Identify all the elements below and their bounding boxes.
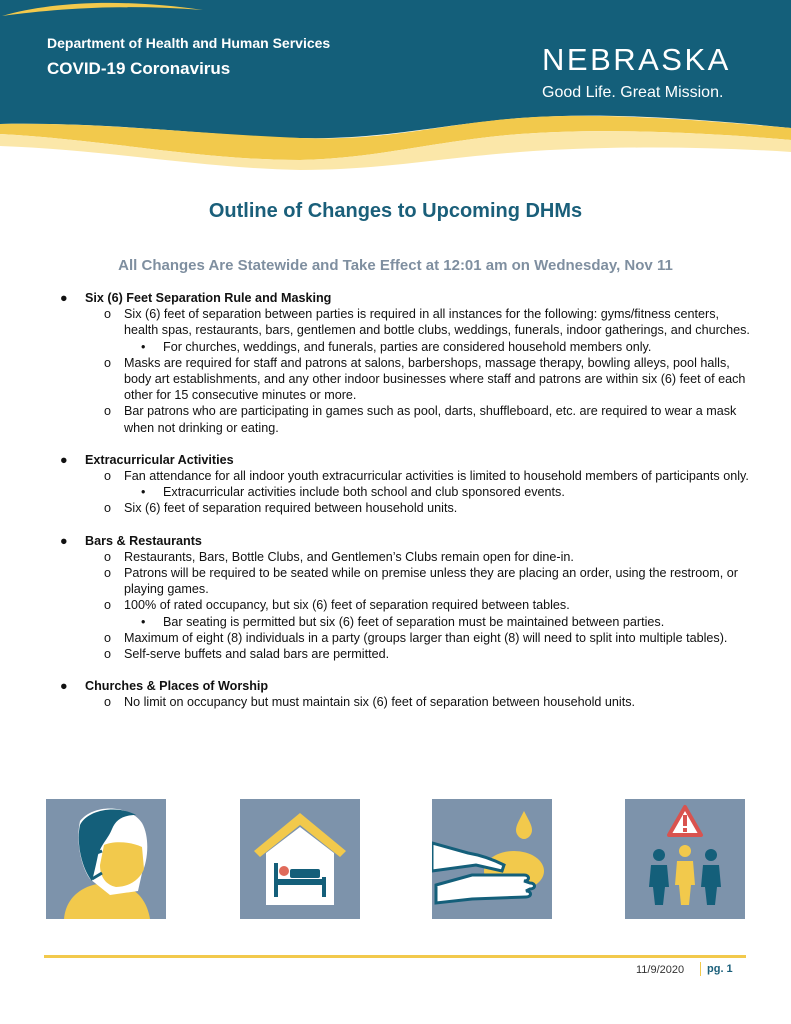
list-item: o No limit on occupancy but must maintain six (6) feet of separation between household units. (104, 695, 636, 710)
bullet-circle: o (104, 695, 112, 710)
list-item: o 100% of rated occupancy, but six (6) feet of separation required between tables. (104, 598, 570, 613)
outline-content (60, 290, 750, 727)
bullet-circle: o (104, 549, 112, 564)
list-item: o Bar patrons who are participating in games such as pool, darts, shuffleboard, etc. are required to wear a mask when not drinking or eating. (104, 404, 737, 435)
list-item: o Six (6) feet of separation required between household units. (104, 501, 458, 516)
bullet-circle: o (104, 355, 112, 370)
nebraska-logo: NEBRASKA (542, 42, 731, 77)
bullet-small: • (141, 614, 146, 629)
bullet-circle: o (104, 404, 112, 419)
bullet-circle: o (104, 307, 112, 322)
list-item: o Fan attendance for all indoor youth extracurricular activities is limited to household members of participants only. (104, 469, 749, 484)
list-item: o Maximum of eight (8) individuals in a party (groups larger than eight (8) will need to split into multiple tables). (104, 630, 728, 645)
bullet-dot: ● (60, 533, 68, 548)
section-separation-masking (60, 290, 750, 436)
section-heading: ● Bars & Restaurants (60, 533, 202, 548)
footer-divider (44, 955, 746, 958)
page-header (0, 0, 791, 175)
bullet-circle: o (104, 647, 112, 662)
bullet-circle: o (104, 469, 112, 484)
list-item: o Masks are required for staff and patrons at salons, barbershops, massage therapy, bowling alleys, pool halls, body art establishments, and any other indoor businesses where staff and patrons are within six (6) feet of each other for 15 consecutive minutes or more. (104, 355, 746, 403)
section-bars-restaurants (60, 533, 750, 663)
stay-home-icon (240, 799, 360, 919)
list-item: o Patrons will be required to be seated while on premise unless they are placing an order, using the restroom, or playing games. (104, 566, 738, 597)
footer-separator (700, 962, 701, 976)
footer-date: 11/9/2020 (636, 964, 685, 976)
list-item: o Restaurants, Bars, Bottle Clubs, and Gentlemen’s Clubs remain open for dine-in. (104, 549, 574, 564)
crowd-warning-icon (625, 799, 745, 919)
hand-washing-icon (432, 799, 552, 919)
bullet-small: • (141, 485, 146, 500)
header-subtitle: COVID-19 Coronavirus (47, 59, 231, 78)
list-item: o Six (6) feet of separation between parties is required in all instances for the following: gyms/fitness centers, health spas, restaurants, bars, gentlemen and bottle clubs, weddings, funerals, indoor gatherings, and churches. (104, 307, 750, 338)
bullet-circle: o (104, 598, 112, 613)
list-item: o Self-serve buffets and salad bars are permitted. (104, 647, 390, 662)
bullet-small: • (141, 339, 146, 354)
sub-list-item: • Bar seating is permitted but six (6) feet of separation must be maintained between parties. (141, 614, 665, 629)
icon-row (0, 799, 791, 919)
bullet-circle: o (104, 630, 112, 645)
bullet-circle: o (104, 501, 112, 516)
logo-tagline: Good Life. Great Mission. (542, 84, 724, 101)
bullet-dot: ● (60, 452, 68, 467)
sub-list-item: • Extracurricular activities include both school and club sponsored events. (141, 485, 565, 500)
sub-list-item: • For churches, weddings, and funerals, parties are considered household members only. (141, 339, 652, 354)
section-heading: ● Six (6) Feet Separation Rule and Masking (60, 291, 332, 305)
page-subtitle: All Changes Are Statewide and Take Effect at 12:01 am on Wednesday, Nov 11 (118, 257, 673, 274)
bullet-dot: ● (60, 679, 68, 694)
face-mask-icon (46, 799, 166, 919)
section-heading: ● Churches & Places of Worship (60, 679, 269, 694)
section-extracurricular (60, 452, 750, 517)
page-title: Outline of Changes to Upcoming DHMs (208, 200, 583, 222)
section-churches (60, 678, 750, 710)
section-heading: ● Extracurricular Activities (60, 452, 234, 467)
bullet-dot: ● (60, 291, 68, 305)
bullet-circle: o (104, 566, 112, 581)
page-number: pg. 1 (707, 963, 733, 975)
department-name: Department of Health and Human Services (47, 35, 331, 51)
logo-swoosh-icon (0, 0, 205, 20)
